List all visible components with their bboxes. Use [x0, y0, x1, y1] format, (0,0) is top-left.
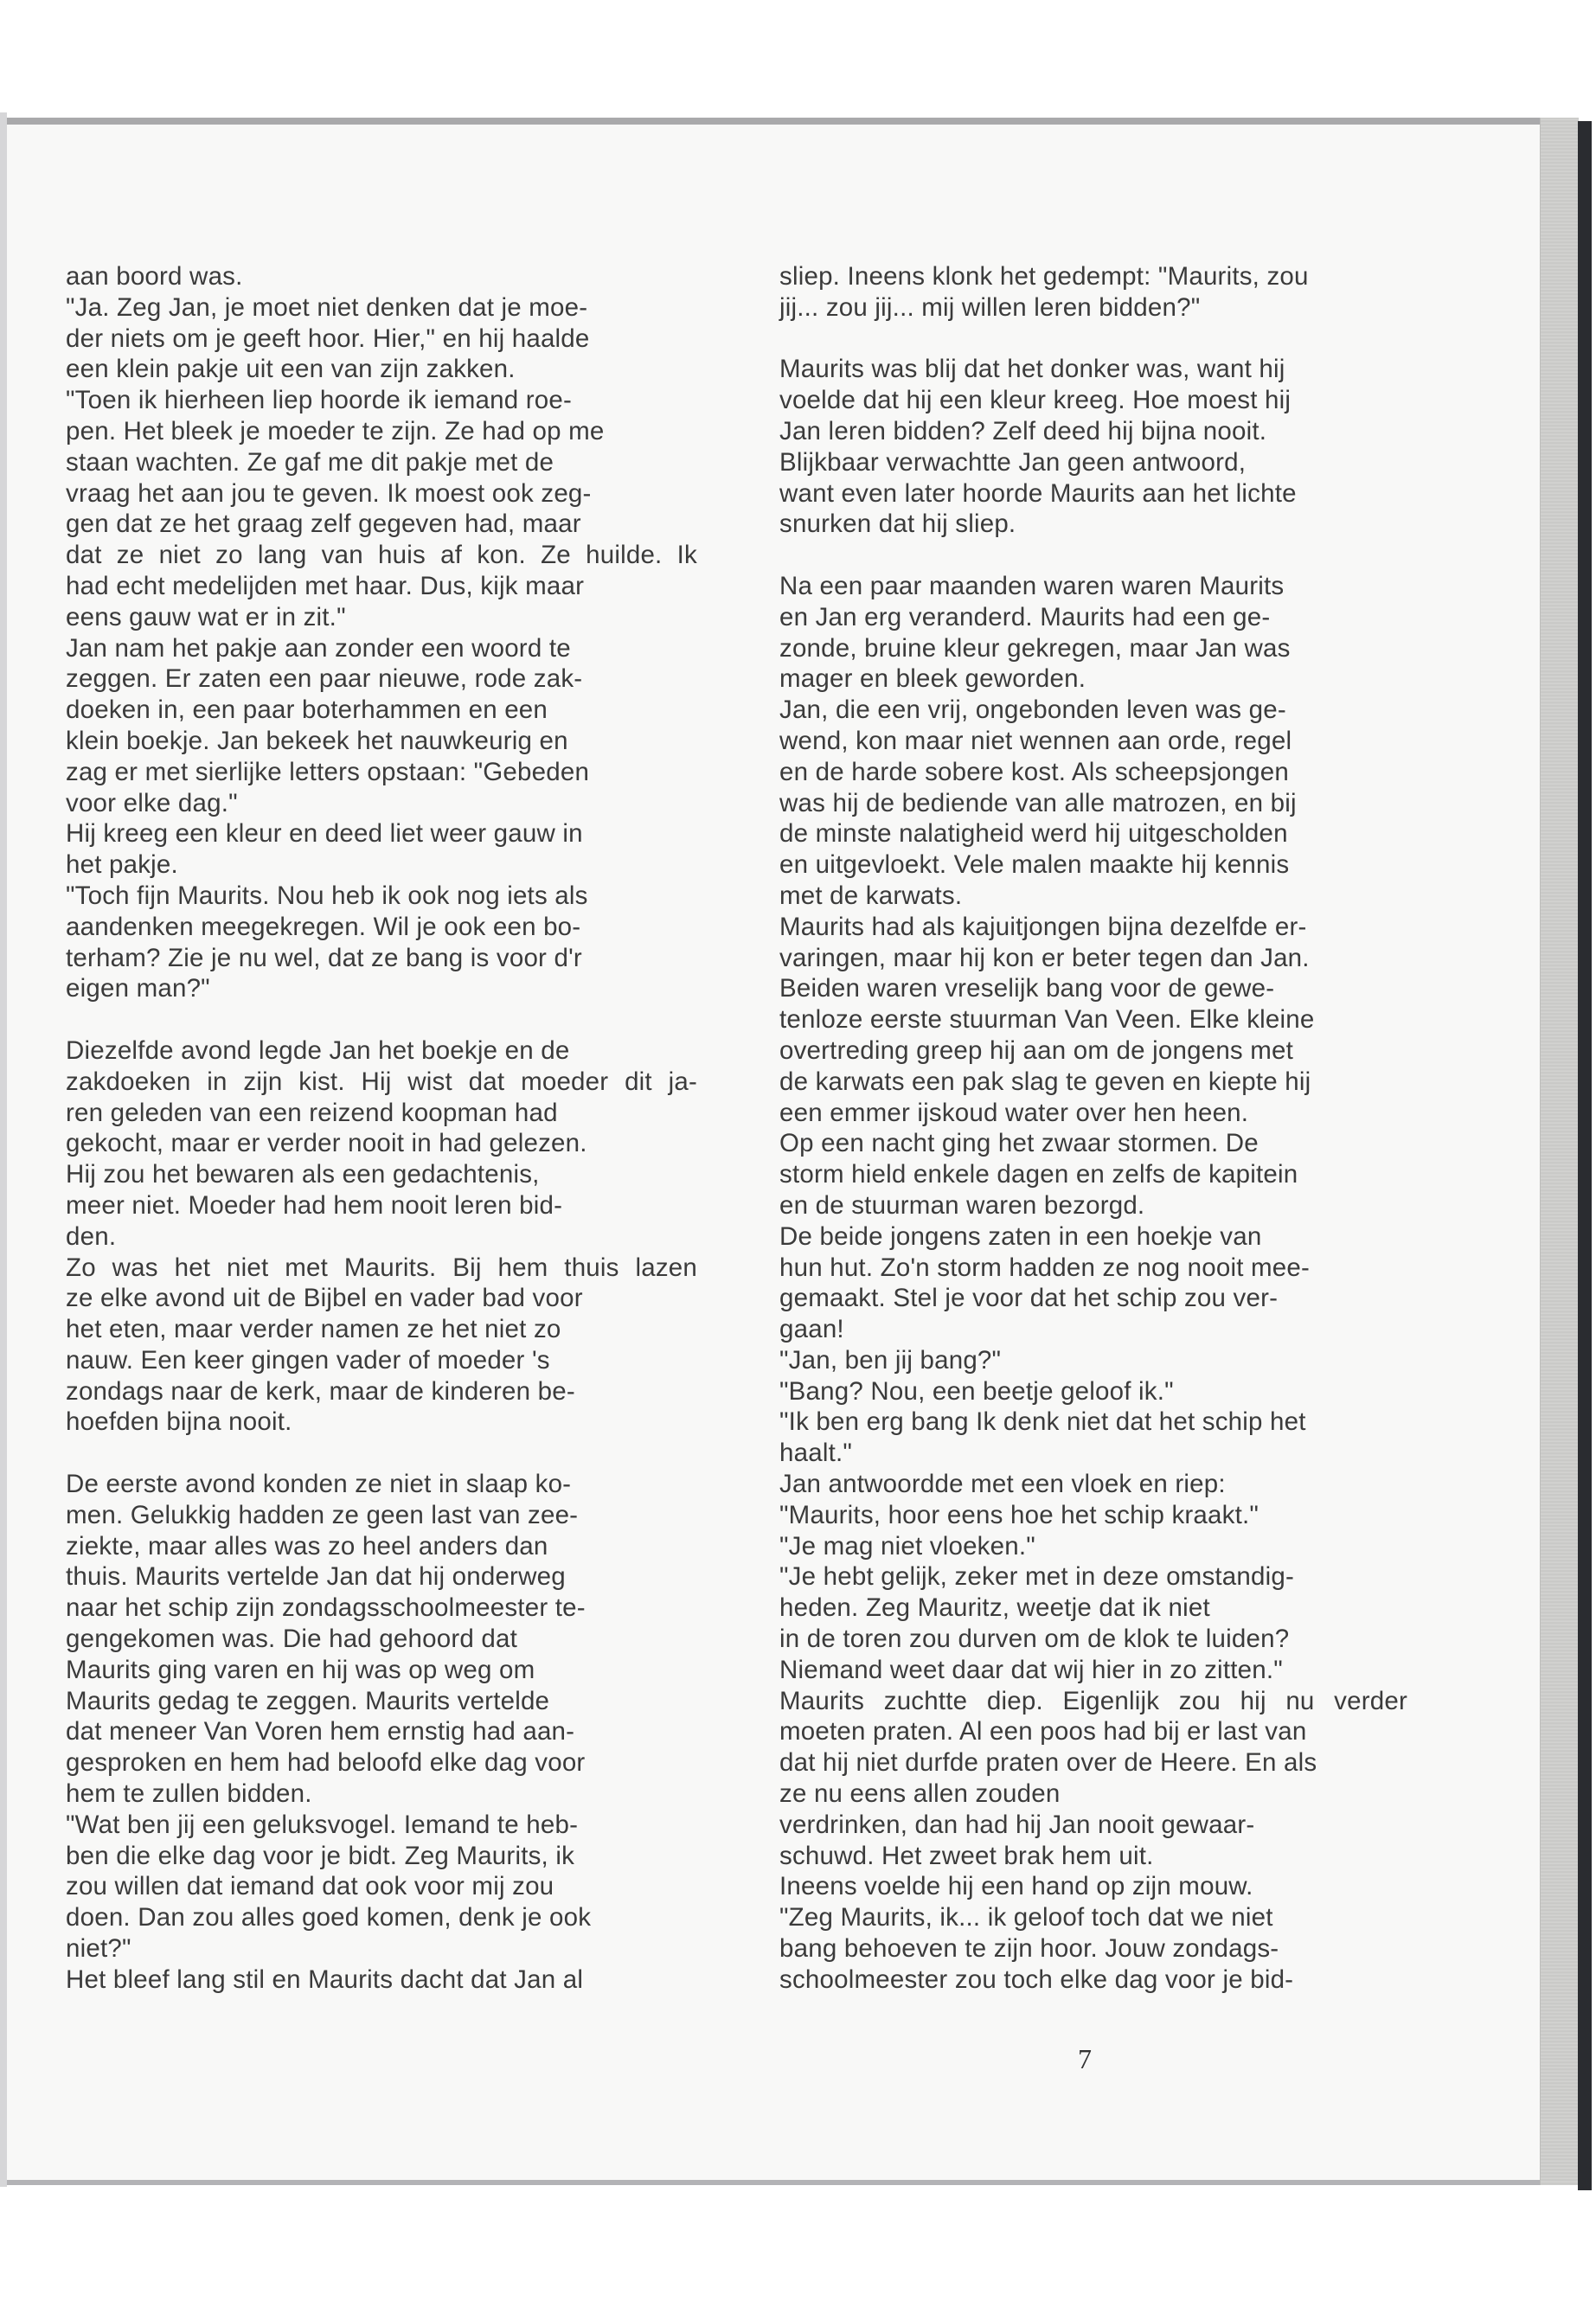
text-line: varingen, maar hij kon er beter tegen dan Jan. — [779, 943, 1310, 972]
text-line: zakdoeken in zijn kist. Hij wist dat moeder dit ja- — [66, 1067, 697, 1096]
text-line: hun hut. Zo'n storm hadden ze nog nooit mee- — [779, 1253, 1311, 1282]
text-line: "Jan, ben jij bang?" — [779, 1345, 1002, 1375]
book-binding-edge — [1578, 121, 1592, 2190]
text-line: met de karwats. — [779, 881, 963, 910]
text-line: thuis. Maurits vertelde Jan dat hij onderweg — [66, 1562, 566, 1592]
text-line: eigen man?" — [66, 974, 210, 1003]
text-line: hoefden bijna nooit. — [66, 1407, 292, 1437]
text-line: "Je hebt gelijk, zeker met in deze omstandig- — [779, 1562, 1295, 1592]
text-line: Maurits ging varen en hij was op weg om — [66, 1655, 535, 1684]
text-line: moeten praten. Al een poos had bij er last van — [779, 1717, 1307, 1747]
text-line: sliep. Ineens klonk het gedempt: "Maurits, zou — [779, 262, 1309, 291]
text-line: "Zeg Maurits, ik... ik geloof toch dat we niet — [779, 1903, 1273, 1932]
text-line: gengekomen was. Die had gehoord dat — [66, 1625, 517, 1654]
text-line: Diezelfde avond legde Jan het boekje en de — [66, 1035, 570, 1065]
paragraph-gap — [779, 540, 1407, 571]
text-line: in de toren zou durven om de klok te luiden? — [779, 1625, 1290, 1654]
text-line: zou willen dat iemand dat ook voor mij zou — [66, 1872, 554, 1901]
text-line: en de stuurman waren bezorgd. — [779, 1190, 1145, 1220]
text-line: voelde dat hij een kleur kreeg. Hoe moest hij — [779, 386, 1292, 415]
text-line: "Bang? Nou, een beetje geloof ik." — [779, 1376, 1174, 1406]
text-line: ze elke avond uit de Bijbel en vader bad voor — [66, 1284, 583, 1313]
text-line: meer niet. Moeder had hem nooit leren bid- — [66, 1190, 563, 1220]
text-line: aandenken meegekregen. Wil je ook een bo- — [66, 912, 581, 941]
text-line: "Je mag niet vloeken." — [779, 1531, 1035, 1561]
text-line: het pakje. — [66, 850, 178, 880]
text-line: gemaakt. Stel je voor dat het schip zou ver- — [779, 1284, 1279, 1313]
text-line: naar het schip zijn zondagsschoolmeester te- — [66, 1593, 586, 1623]
text-line: een klein pakje uit een van zijn zakken. — [66, 355, 516, 384]
page-number: 7 — [1078, 2043, 1092, 2074]
text-line: Ineens voelde hij een hand op zijn mouw. — [779, 1872, 1253, 1901]
book-binding-cloth — [1540, 118, 1579, 2185]
text-line: de karwats een pak slag te geven en kiepte hij — [779, 1067, 1311, 1096]
text-line: men. Gelukkig hadden ze geen last van zee- — [66, 1500, 579, 1529]
text-line: "Toch fijn Maurits. Nou heb ik ook nog iets als — [66, 881, 588, 910]
text-line: aan boord was. — [66, 262, 243, 291]
text-line: dat hij niet durfde praten over de Heere. En als — [779, 1748, 1317, 1778]
text-line: een emmer ijskoud water over hen heen. — [779, 1098, 1249, 1127]
text-line: dat meneer Van Voren hem ernstig had aan- — [66, 1717, 575, 1747]
text-line: overtreding greep hij aan om de jongens met — [779, 1035, 1294, 1065]
text-line: gaan! — [779, 1315, 844, 1344]
text-line: Het bleef lang stil en Maurits dacht dat Jan al — [66, 1965, 584, 1994]
text-line: storm hield enkele dagen en zelfs de kapitein — [779, 1160, 1298, 1189]
text-line: "Maurits, hoor eens hoe het schip kraakt." — [779, 1500, 1259, 1529]
paragraph-gap — [779, 324, 1407, 355]
text-line: had echt medelijden met haar. Dus, kijk maar — [66, 571, 585, 600]
text-line: klein boekje. Jan bekeek het nauwkeurig en — [66, 726, 568, 755]
text-line: doeken in, een paar boterhammen en een — [66, 695, 548, 725]
text-line: Beiden waren vreselijk bang voor de gewe- — [779, 974, 1275, 1003]
text-line: Jan nam het pakje aan zonder een woord te — [66, 633, 571, 663]
text-line: "Ja. Zeg Jan, je moet niet denken dat je moe- — [66, 292, 588, 322]
text-line: niet?" — [66, 1934, 131, 1964]
text-line: Maurits had als kajuitjongen bijna dezelfde er- — [779, 912, 1307, 941]
text-line: dat ze niet zo lang van huis af kon. Ze huilde. Ik — [66, 541, 697, 570]
text-line: want even later hoorde Maurits aan het lichte — [779, 478, 1297, 508]
text-line: Maurits zuchtte diep. Eigenlijk zou hij nu verder — [779, 1686, 1407, 1715]
text-line: en de harde sobere kost. Als scheepsjongen — [779, 757, 1289, 786]
text-line: bang behoeven te zijn hoor. Jouw zondags- — [779, 1934, 1279, 1964]
text-line: Jan leren bidden? Zelf deed hij bijna nooit. — [779, 416, 1267, 445]
text-line: het eten, maar verder namen ze het niet zo — [66, 1315, 561, 1344]
text-line: gekocht, maar er verder nooit in had gelezen. — [66, 1129, 587, 1158]
text-line: gen dat ze het graag zelf gegeven had, maar — [66, 510, 581, 539]
text-line: zondags naar de kerk, maar de kinderen be- — [66, 1376, 575, 1406]
text-line: zag er met sierlijke letters opstaan: "Gebeden — [66, 757, 590, 786]
text-line: Hij zou het bewaren als een gedachtenis, — [66, 1160, 540, 1189]
text-line: Maurits was blij dat het donker was, want hij — [779, 355, 1285, 384]
text-line: Maurits gedag te zeggen. Maurits vertelde — [66, 1686, 550, 1715]
text-line: Niemand weet daar dat wij hier in zo zitten." — [779, 1655, 1283, 1684]
text-line: jij... zou jij... mij willen leren bidden?" — [779, 292, 1201, 322]
text-line: snurken dat hij sliep. — [779, 510, 1016, 539]
page-left-edge — [0, 112, 7, 2187]
text-line: en uitgevloekt. Vele malen maakte hij kennis — [779, 850, 1290, 880]
text-line: schoolmeester zou toch elke dag voor je bid- — [779, 1965, 1294, 1994]
text-line: tenloze eerste stuurman Van Veen. Elke kleine — [779, 1005, 1315, 1035]
text-line: "Wat ben jij een geluksvogel. Iemand te heb- — [66, 1810, 579, 1839]
text-line: verdrinken, dan had hij Jan nooit gewaar- — [779, 1810, 1255, 1839]
text-line: de minste nalatigheid werd hij uitgescholden — [779, 819, 1288, 849]
text-line: De eerste avond konden ze niet in slaap ko- — [66, 1470, 572, 1499]
text-line: zonde, bruine kleur gekregen, maar Jan was — [779, 633, 1291, 663]
text-line: ze nu eens allen zouden — [779, 1779, 1061, 1809]
text-line: ren geleden van een reizend koopman had — [66, 1098, 558, 1127]
text-line: en Jan erg veranderd. Maurits had een ge- — [779, 602, 1271, 631]
paragraph-gap — [66, 1438, 697, 1469]
text-line: was hij de bediende van alle matrozen, en bij — [779, 788, 1297, 817]
text-line: staan wachten. Ze gaf me dit pakje met de — [66, 447, 554, 477]
text-line: nauw. Een keer gingen vader of moeder 's — [66, 1345, 550, 1375]
text-line: den. — [66, 1221, 117, 1251]
text-line: wend, kon maar niet wennen aan orde, regel — [779, 726, 1292, 755]
text-line: De beide jongens zaten in een hoekje van — [779, 1221, 1262, 1251]
left-text-column — [66, 261, 697, 1996]
text-line: mager en bleek geworden. — [779, 664, 1086, 694]
text-line: der niets om je geeft hoor. Hier," en hij haalde — [66, 324, 590, 353]
text-line: pen. Het bleek je moeder te zijn. Ze had op me — [66, 416, 605, 445]
text-line: Jan antwoordde met een vloek en riep: — [779, 1470, 1226, 1499]
text-line: Blijkbaar verwachtte Jan geen antwoord, — [779, 447, 1247, 477]
text-line: Zo was het niet met Maurits. Bij hem thuis lazen — [66, 1253, 697, 1282]
text-line: ben die elke dag voor je bidt. Zeg Maurits, ik — [66, 1841, 575, 1870]
text-line: eens gauw wat er in zit." — [66, 602, 346, 631]
text-line: haalt." — [779, 1439, 853, 1468]
text-line: hem te zullen bidden. — [66, 1779, 312, 1809]
text-line: ziekte, maar alles was zo heel anders dan — [66, 1531, 548, 1561]
text-line: gesproken en hem had beloofd elke dag voor — [66, 1748, 586, 1778]
text-line: Na een paar maanden waren waren Maurits — [779, 571, 1285, 600]
text-line: "Toen ik hierheen liep hoorde ik iemand roe- — [66, 386, 573, 415]
paragraph-gap — [66, 1004, 697, 1035]
right-text-column — [779, 261, 1407, 1996]
text-line: terham? Zie je nu wel, dat ze bang is voor d'r — [66, 943, 582, 972]
text-line: "Ik ben erg bang Ik denk niet dat het schip het — [779, 1407, 1306, 1437]
text-line: doen. Dan zou alles goed komen, denk je ook — [66, 1903, 592, 1932]
text-line: voor elke dag." — [66, 788, 238, 817]
text-line: Hij kreeg een kleur en deed liet weer gauw in — [66, 819, 583, 849]
text-line: heden. Zeg Mauritz, weetje dat ik niet — [779, 1593, 1210, 1623]
text-line: zeggen. Er zaten een paar nieuwe, rode zak- — [66, 664, 583, 694]
text-line: Op een nacht ging het zwaar stormen. De — [779, 1129, 1259, 1158]
text-line: schuwd. Het zweet brak hem uit. — [779, 1841, 1154, 1870]
text-line: vraag het aan jou te geven. Ik moest ook zeg- — [66, 478, 592, 508]
text-line: Jan, die een vrij, ongebonden leven was ge- — [779, 695, 1286, 725]
